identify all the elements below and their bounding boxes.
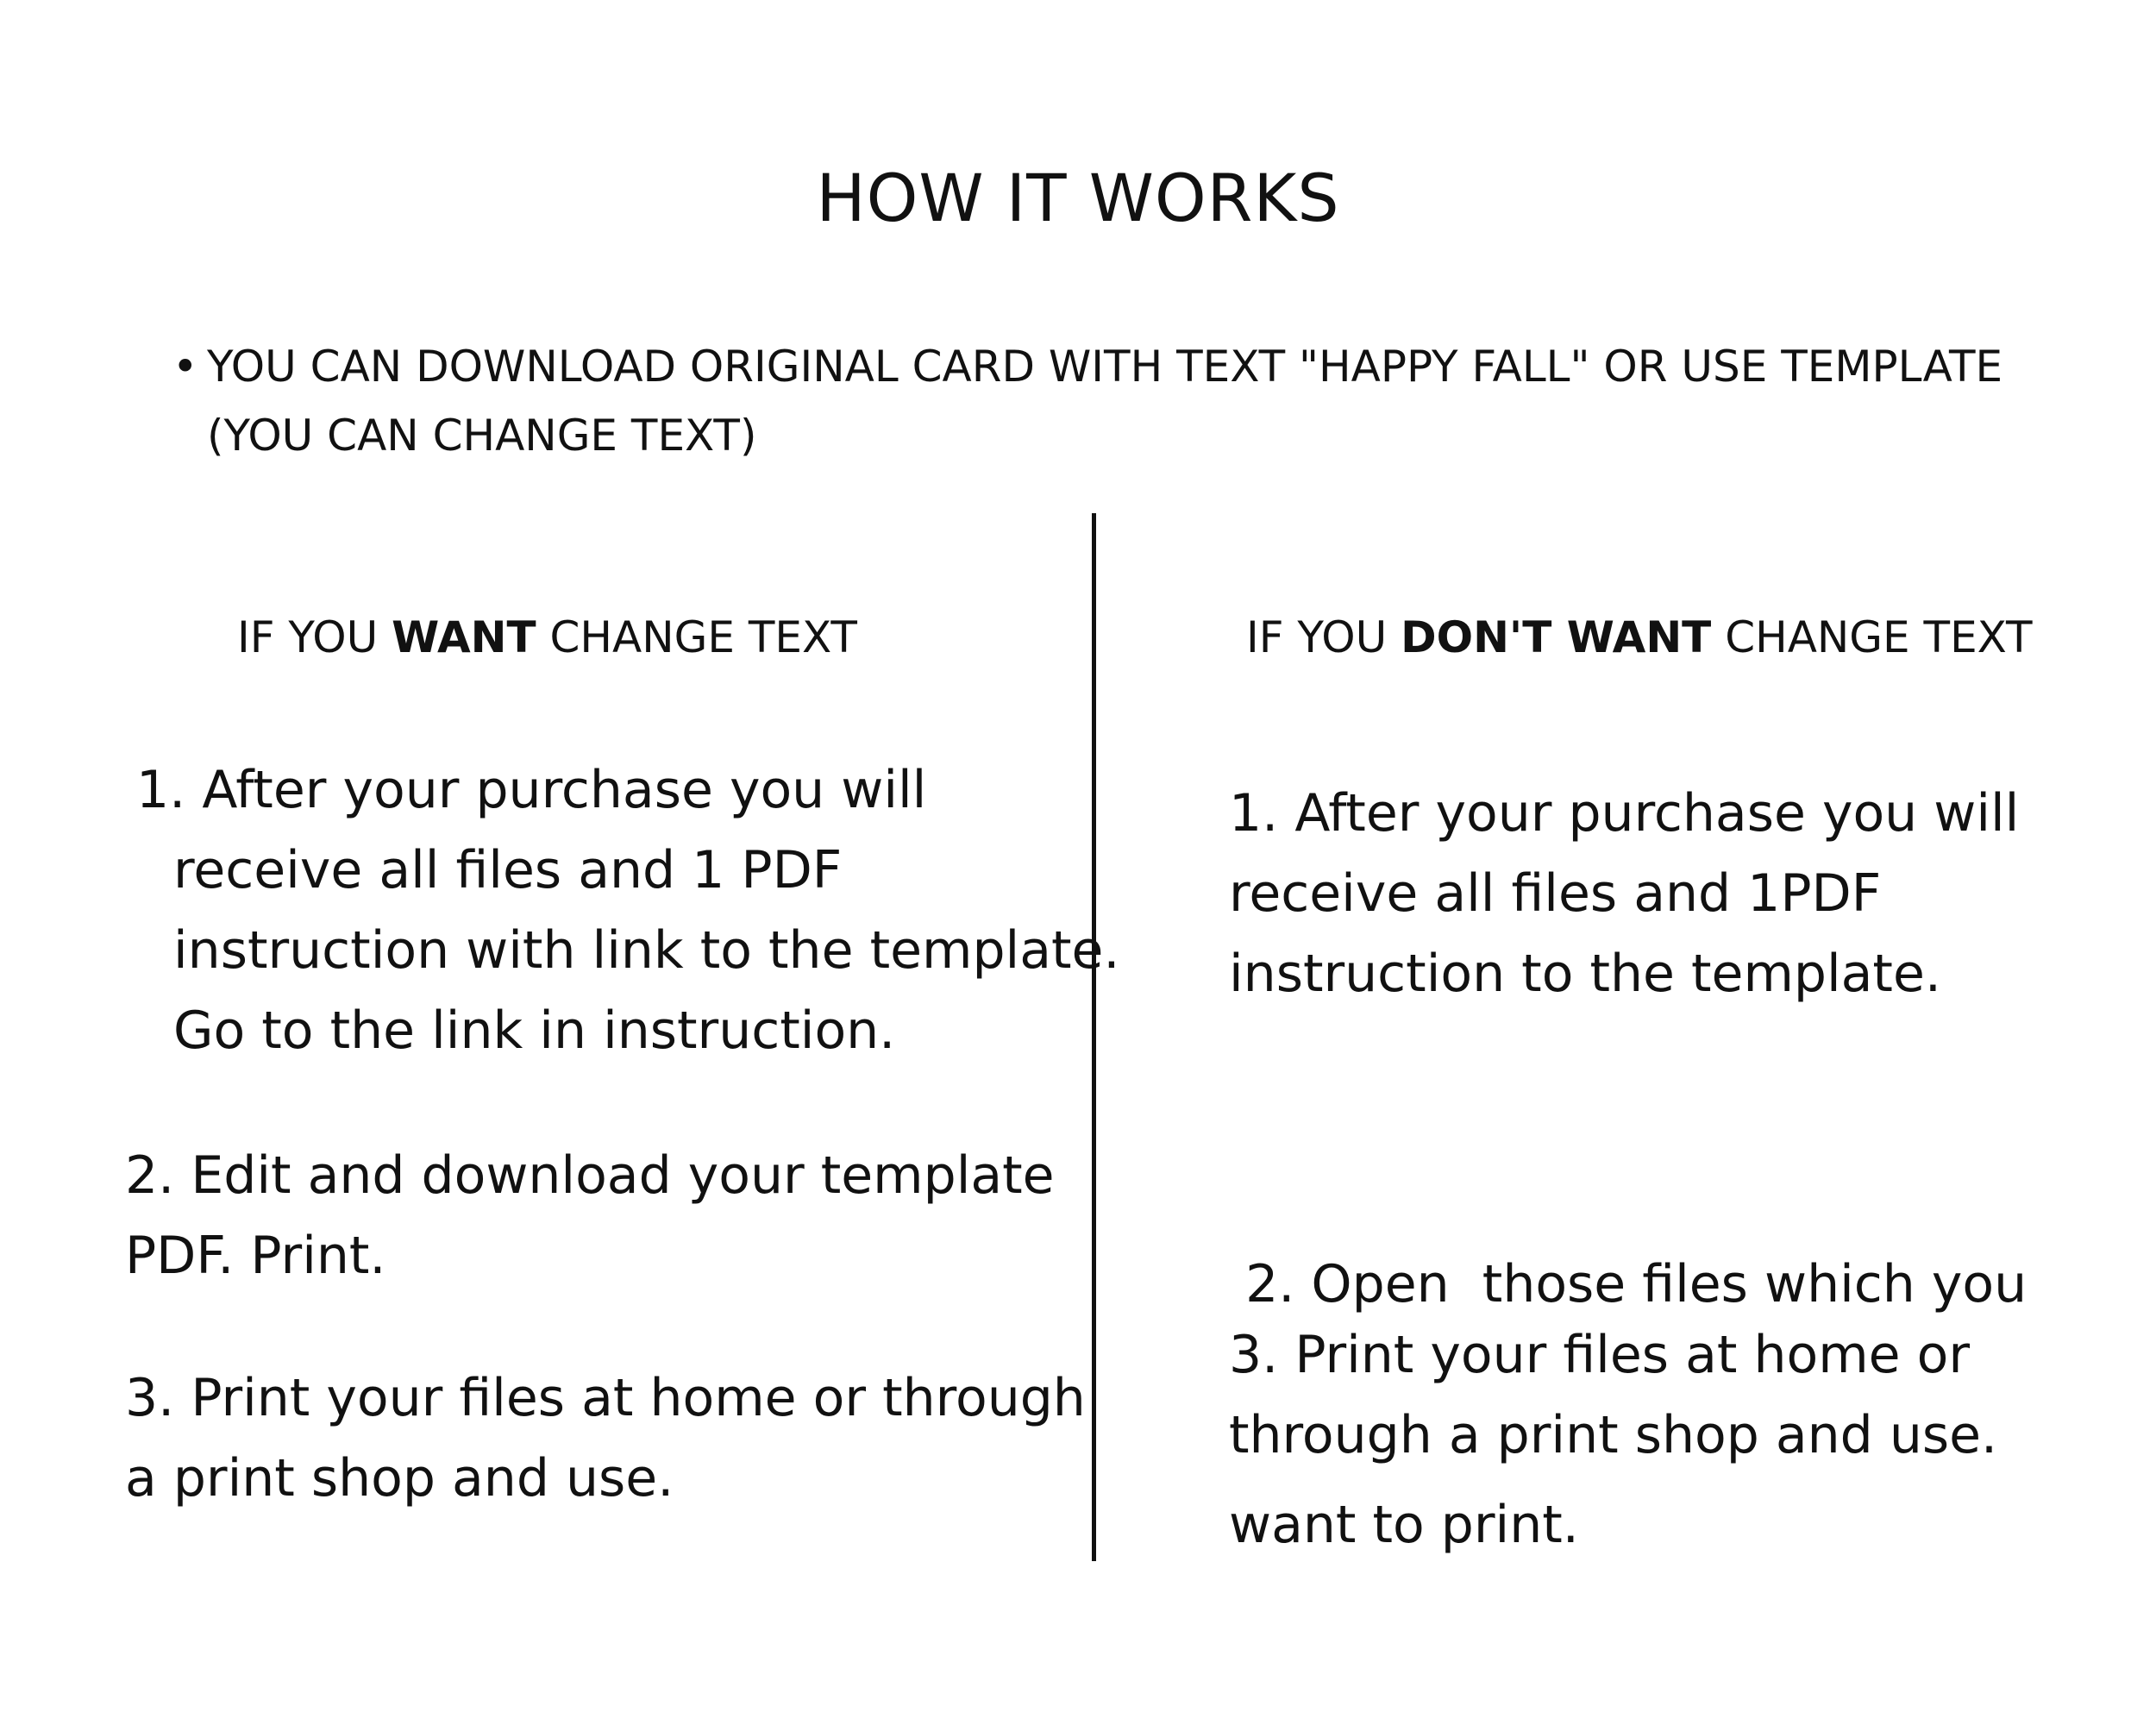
left-step-3-line-2: a print shop and use. (125, 1448, 674, 1509)
left-step-2 (125, 1136, 1055, 1296)
bullet-line-1: YOU CAN DOWNLOAD ORIGINAL CARD WITH TEXT "HAPPY FALL" OR USE TEMPLATE (207, 342, 2003, 392)
left-step-2-line-1: 2. Edit and download your template (125, 1145, 1055, 1206)
bullet-marker: • (172, 342, 198, 392)
right-step-2-line-2: want to print. (1229, 1495, 1579, 1555)
left-step-1-line-1: 1. After your purchase you will (136, 760, 927, 820)
right-column-header (1246, 612, 2033, 662)
bullet-line-2: (YOU CAN CHANGE TEXT) (207, 411, 757, 461)
left-header-bold: WANT (392, 612, 536, 662)
left-step-1-line-3: instruction with link to the template. (173, 920, 1120, 981)
left-step-1 (136, 750, 1120, 1071)
right-header-bold: DON'T WANT (1401, 612, 1712, 662)
right-step-1-line-2: receive all files and 1PDF (1229, 863, 1882, 924)
right-step-3-line-1: 3. Print your files at home or (1229, 1325, 1971, 1385)
right-step-1-line-3: instruction to the template. (1229, 944, 1941, 1004)
intro-bullet (172, 332, 2053, 470)
left-column-header (237, 612, 857, 662)
left-header-post: CHANGE TEXT (536, 612, 857, 662)
left-step-3 (125, 1358, 1086, 1519)
right-header-post: CHANGE TEXT (1711, 612, 2033, 662)
right-step-3 (1229, 1315, 1997, 1476)
right-step-1-line-1: 1. After your purchase you will (1229, 783, 2020, 844)
left-step-3-line-1: 3. Print your files at home or through (125, 1368, 1086, 1428)
right-header-pre: IF YOU (1246, 612, 1401, 662)
right-step-1 (1229, 774, 2019, 1014)
left-step-1-line-2: receive all files and 1 PDF (173, 840, 843, 900)
left-header-pre: IF YOU (237, 612, 392, 662)
right-step-3-line-2: through a print shop and use. (1229, 1405, 1998, 1465)
page-title: HOW IT WORKS (816, 160, 1340, 236)
right-step-2-line-1: 2. Open those files which you (1229, 1254, 2028, 1314)
left-step-1-line-4: Go to the link in instruction. (173, 1000, 896, 1061)
left-step-2-line-2: PDF. Print. (125, 1226, 386, 1286)
